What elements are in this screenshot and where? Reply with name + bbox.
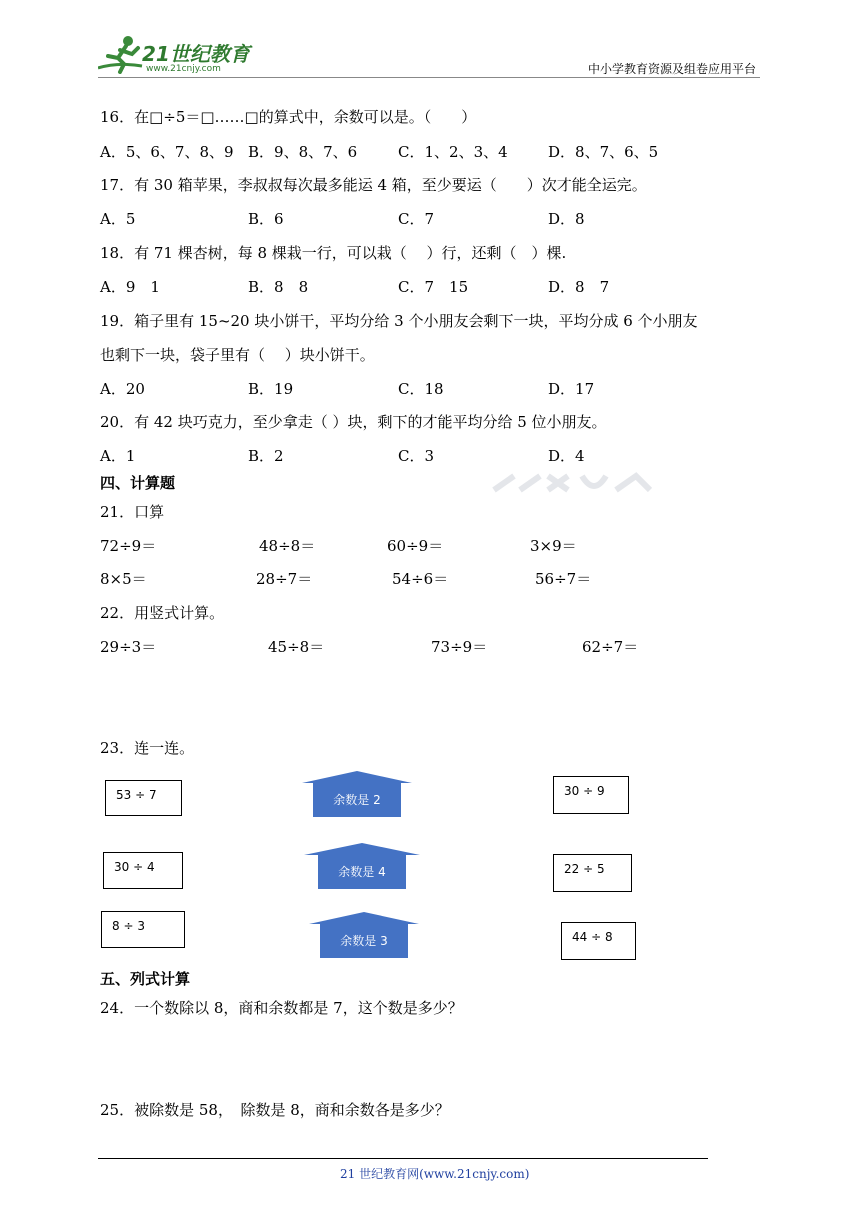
option-c: C．7 xyxy=(398,210,435,228)
logo xyxy=(98,34,258,76)
expression-text: 30 ÷ 9 xyxy=(564,784,605,798)
header-divider xyxy=(98,77,760,78)
option-a: A．20 xyxy=(100,380,145,398)
option-c: C．18 xyxy=(398,380,444,398)
option-d: D．8 xyxy=(548,210,585,228)
section-title: 五、列式计算 xyxy=(100,970,191,988)
platform-title: 中小学教育资源及组卷应用平台 xyxy=(587,62,756,76)
logo-url: www.21cnjy.com xyxy=(146,64,221,74)
expression-text: 53 ÷ 7 xyxy=(116,788,157,802)
remainder-house[interactable] xyxy=(302,771,412,817)
option-b: B．9、8、7、6 xyxy=(248,143,358,161)
vertical-calc-item: 62÷7＝ xyxy=(582,638,639,656)
question-stem: 18．有 71 棵杏树，每 8 棵栽一行，可以栽（ ）行，还剩（ ）棵. xyxy=(100,244,567,262)
option-b: B．2 xyxy=(248,447,284,465)
option-c: C．3 xyxy=(398,447,435,465)
oral-calc-item: 48÷8＝ xyxy=(259,537,316,555)
option-b: B．19 xyxy=(248,380,294,398)
option-a: A．9 1 xyxy=(100,278,160,296)
remainder-label: 余数是 3 xyxy=(340,934,388,948)
question-25: 25．被除数是 58， 除数是 8，商和余数各是多少？ xyxy=(100,1101,450,1119)
remainder-house[interactable] xyxy=(309,912,419,958)
footer-text: 21 世纪教育网(www.21cnjy.com) xyxy=(340,1167,530,1181)
option-b: B．6 xyxy=(248,210,284,228)
footer-divider xyxy=(98,1158,708,1159)
option-c: C．7 15 xyxy=(398,278,469,296)
oral-calc-item: 28÷7＝ xyxy=(256,570,313,588)
oral-calc-item: 54÷6＝ xyxy=(392,570,449,588)
logo-runner-icon xyxy=(98,34,144,74)
dividend-box-left[interactable] xyxy=(103,852,183,889)
oral-calc-item: 56÷7＝ xyxy=(535,570,592,588)
option-d: D．4 xyxy=(548,447,585,465)
question-stem: 22．用竖式计算。 xyxy=(100,604,225,622)
question-stem-line2: 也剩下一块，袋子里有（ ）块小饼干。 xyxy=(100,346,375,364)
remainder-label: 余数是 2 xyxy=(333,793,381,807)
option-a: A．5、6、7、8、9 xyxy=(100,143,234,161)
remainder-house[interactable] xyxy=(304,843,414,889)
remainder-label: 余数是 4 xyxy=(338,865,386,879)
question-stem: 16．在□÷5＝□……□的算式中，余数可以是。（ ） xyxy=(100,108,477,126)
question-stem: 17．有 30 箱苹果，李叔叔每次最多能运 4 箱，至少要运（ ）次才能全运完。 xyxy=(100,176,647,194)
expression-text: 30 ÷ 4 xyxy=(114,860,155,874)
oral-calc-item: 60÷9＝ xyxy=(387,537,444,555)
expression-text: 44 ÷ 8 xyxy=(572,930,613,944)
vertical-calc-item: 73÷9＝ xyxy=(431,638,488,656)
dividend-box-right[interactable] xyxy=(553,776,629,814)
option-b: B．8 8 xyxy=(248,278,309,296)
option-d: D．8 7 xyxy=(548,278,610,296)
question-stem: 23．连一连。 xyxy=(100,739,195,757)
oral-calc-item: 3×9＝ xyxy=(530,537,577,555)
question-stem: 20．有 42 块巧克力，至少拿走（ ）块，剩下的才能平均分给 5 位小朋友。 xyxy=(100,413,607,431)
dividend-box-right[interactable] xyxy=(561,922,636,960)
option-a: A．5 xyxy=(100,210,136,228)
question-24: 24．一个数除以 8，商和余数都是 7，这个数是多少？ xyxy=(100,999,463,1017)
dividend-box-left[interactable] xyxy=(101,911,185,948)
section-title: 四、计算题 xyxy=(100,474,176,492)
oral-calc-item: 72÷9＝ xyxy=(100,537,157,555)
dividend-box-right[interactable] xyxy=(553,854,632,892)
vertical-calc-item: 45÷8＝ xyxy=(268,638,325,656)
question-stem-line1: 19．箱子里有 15~20 块小饼干，平均分给 3 个小朋友会剩下一块，平均分成 6 个小朋友 xyxy=(100,312,698,330)
expression-text: 22 ÷ 5 xyxy=(564,862,605,876)
dividend-box-left[interactable] xyxy=(105,780,182,816)
option-d: D．8、7、6、5 xyxy=(548,143,659,161)
expression-text: 8 ÷ 3 xyxy=(112,919,145,933)
watermark-icon xyxy=(490,470,660,496)
vertical-calc-item: 29÷3＝ xyxy=(100,638,157,656)
option-d: D．17 xyxy=(548,380,595,398)
logo-text: 21世纪教育 xyxy=(142,42,250,66)
option-a: A．1 xyxy=(100,447,136,465)
oral-calc-item: 8×5＝ xyxy=(100,570,147,588)
question-stem: 21．口算 xyxy=(100,503,165,521)
option-c: C．1、2、3、4 xyxy=(398,143,508,161)
